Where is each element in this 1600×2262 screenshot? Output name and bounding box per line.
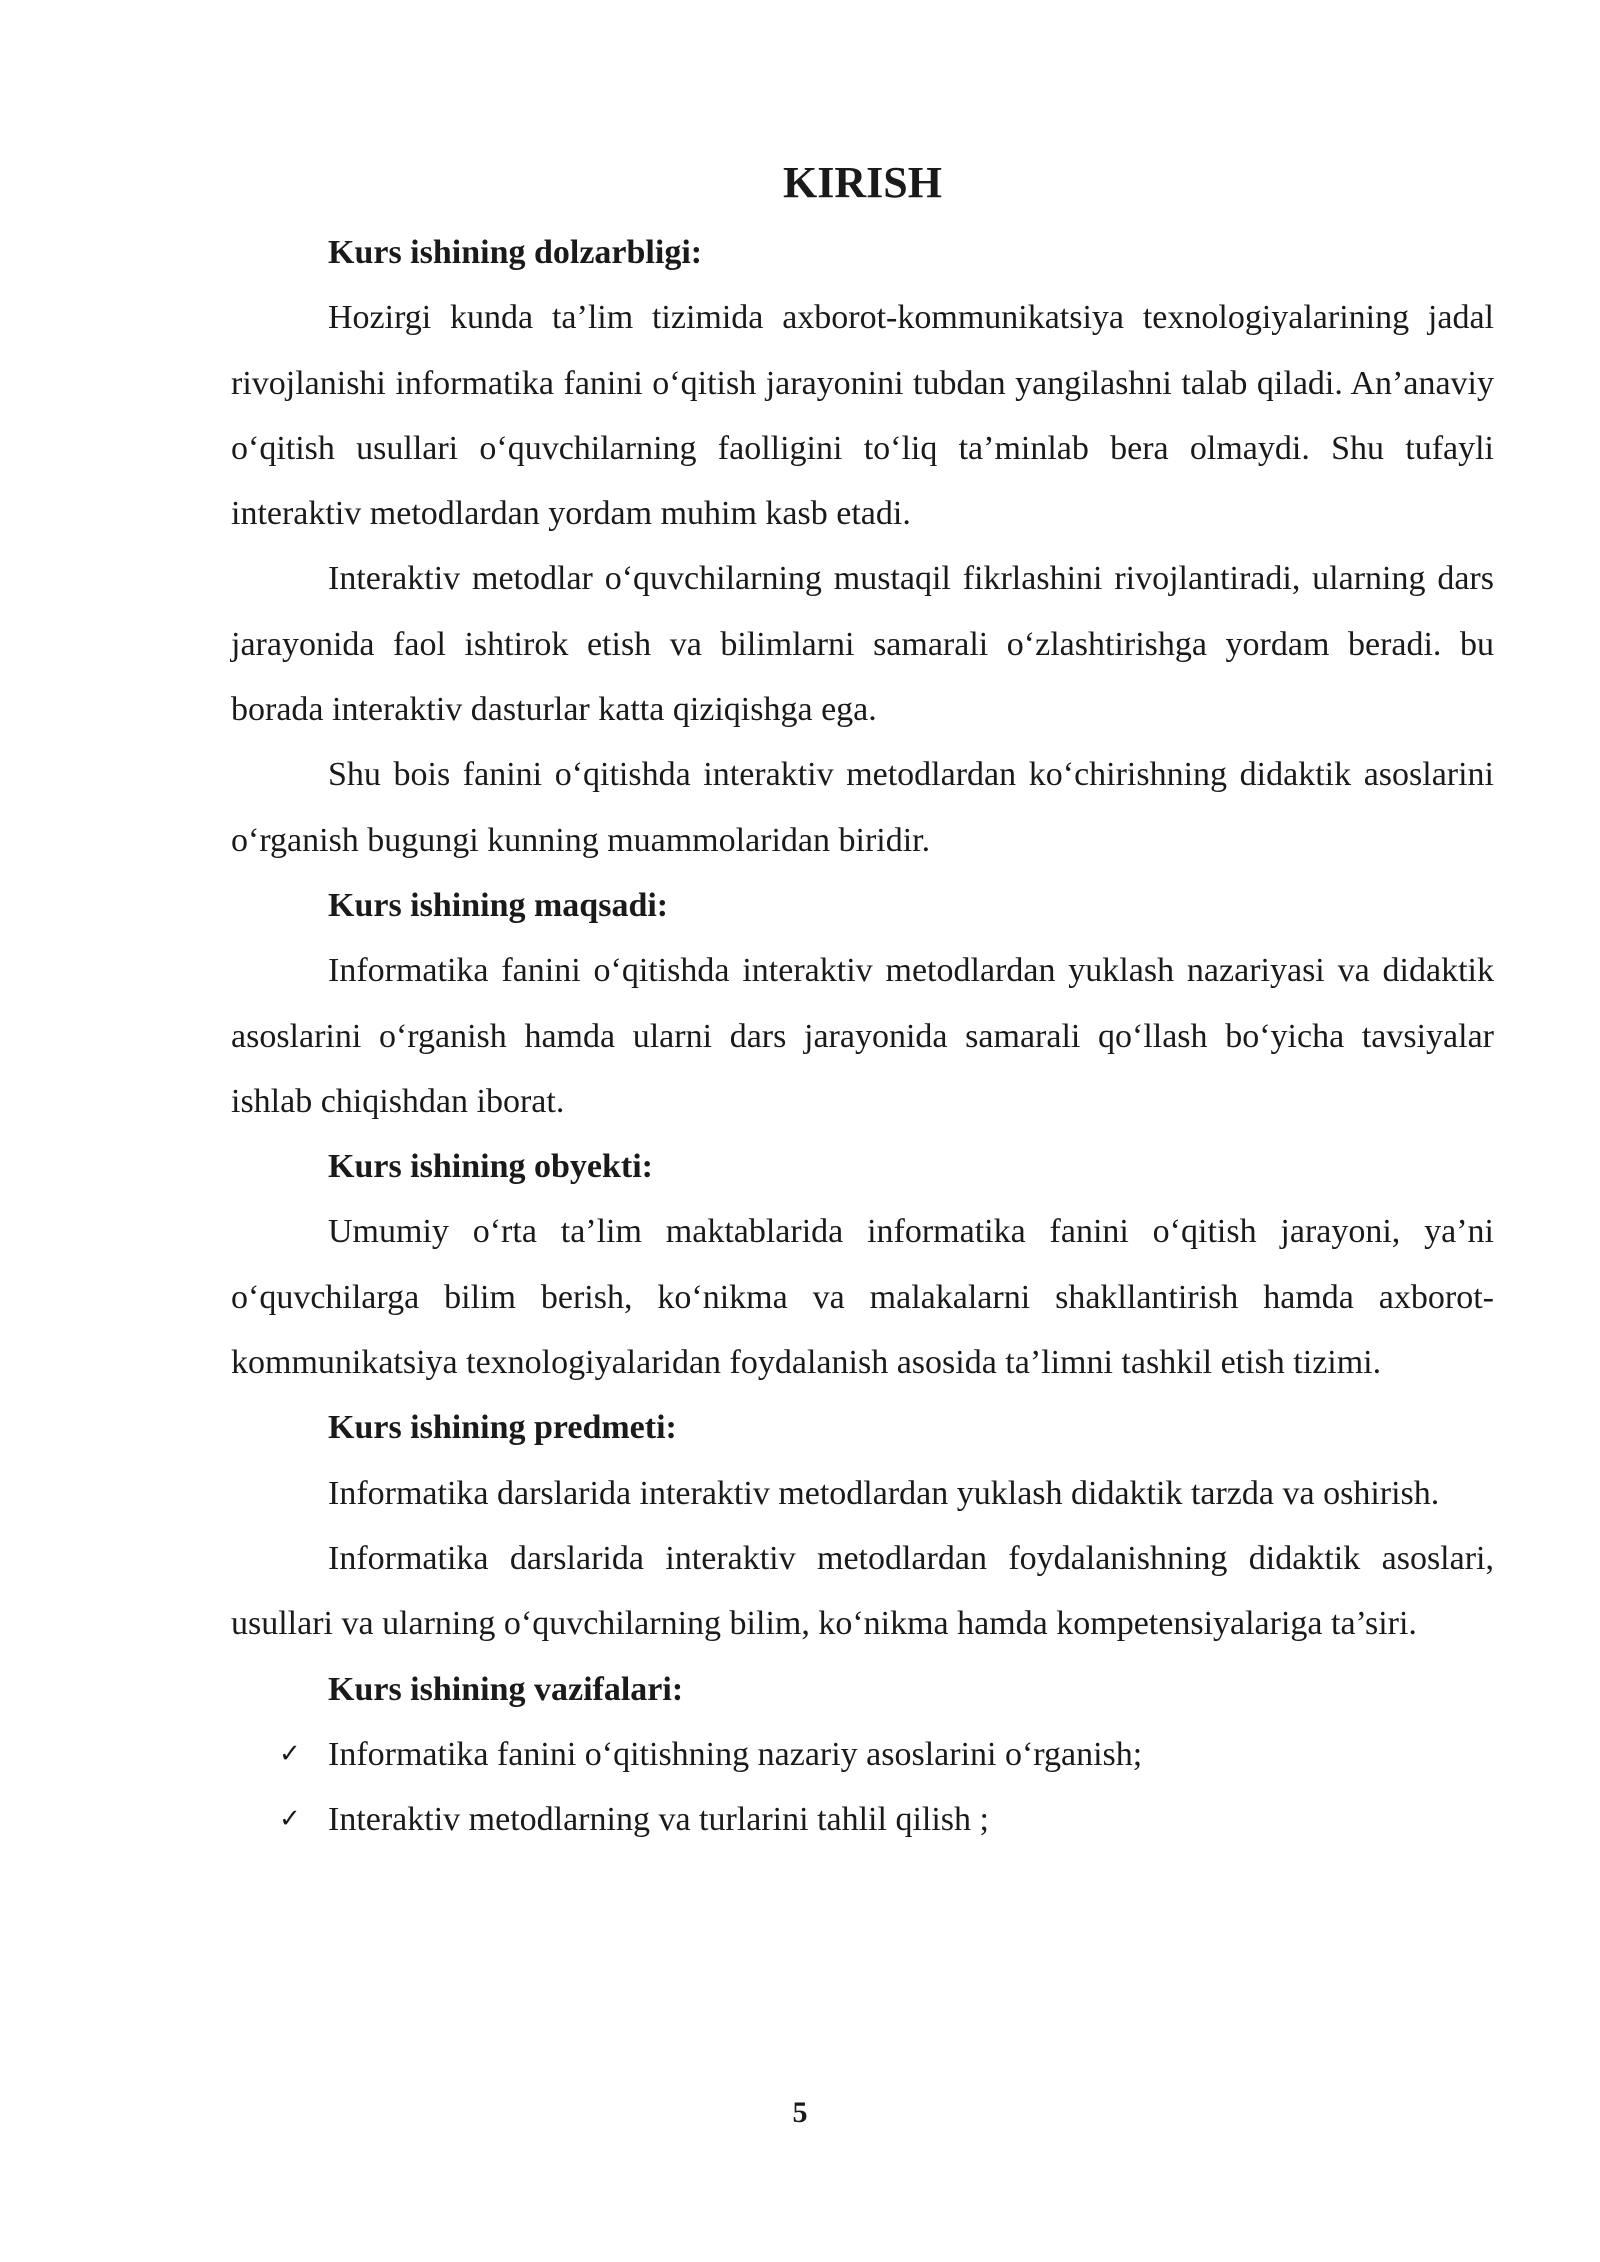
paragraph: Informatika fanini o‘qitishda interaktiv metodlardan yuklash nazariyasi va didaktik asoslarini o‘rganish hamda ularni dars jarayonida samarali qo‘llash bo‘yicha tavsiyalar ishlab chiqishdan iborat. xyxy=(231,952,1494,1120)
list-item xyxy=(231,1722,1494,1787)
paragraph: Interaktiv metodlar o‘quvchilarning mustaqil fikrlashini rivojlantiradi, ularning dars jarayonida faol ishtirok etish va bilimlarni samarali o‘zlashtirishga yordam beradi. bu borada interaktiv dasturlar katta qiziqishga ega. xyxy=(231,560,1494,729)
task-list xyxy=(231,1722,1494,1853)
paragraph: Informatika darslarida interaktiv metodlardan yuklash didaktik tarzda va oshirish. xyxy=(328,1474,1440,1512)
section-heading-dolzarbligi: Kurs ishining dolzarbligi: xyxy=(328,234,703,271)
section-heading-predmeti: Kurs ishining predmeti: xyxy=(328,1409,677,1447)
paragraph: Shu bois fanini o‘qitishda interaktiv metodlardan ko‘chirishning didaktik asoslarini o‘rganish bugungi kunning muammolaridan biridir. xyxy=(231,756,1494,859)
section-heading-obyekti: Kurs ishining obyekti: xyxy=(328,1148,653,1186)
paragraph: Informatika darslarida interaktiv metodlardan foydalanishning didaktik asoslari, usullari va ularning o‘quvchilarning bilim, ko‘nikma hamda kompetensiyalariga ta’siri. xyxy=(231,1539,1494,1643)
page-content xyxy=(231,148,1494,1852)
page-number: 5 xyxy=(792,2096,808,2129)
list-item-text: Informatika fanini o‘qitishning nazariy asoslarini o‘rganish; xyxy=(328,1735,1143,1773)
checkmark-icon: ✓ xyxy=(279,1738,301,1769)
paragraph: Hozirgi kunda ta’lim tizimida axborot-kommunikatsiya texnologiyalarining jadal rivojlanishi informatika fanini o‘qitish jarayonini tubdan yangilashni talab qiladi. An’anaviy o‘qitish usullari o‘quvchilarning faolligini to‘liq ta’minlab bera olmaydi. Shu tufayli interaktiv metodlardan yordam muhim kasb etadi. xyxy=(231,299,1494,533)
checkmark-icon: ✓ xyxy=(279,1804,301,1835)
list-item-text: Interaktiv metodlarning va turlarini tahlil qilish ; xyxy=(328,1801,989,1839)
section-heading-vazifalari: Kurs ishining vazifalari: xyxy=(328,1670,684,1708)
paragraph: Umumiy o‘rta ta’lim maktablarida informatika fanini o‘qitish jarayoni, ya’ni o‘quvchilarga bilim berish, ko‘nikma va malakalarni shakllantirish hamda axborot-kommunikatsiya texnologiyalaridan foydalanish asosida ta’limni tashkil etish tizimi. xyxy=(231,1213,1494,1382)
section-heading-maqsadi: Kurs ishining maqsadi: xyxy=(328,886,669,924)
page-title: KIRISH xyxy=(783,158,942,207)
list-item xyxy=(231,1787,1494,1852)
